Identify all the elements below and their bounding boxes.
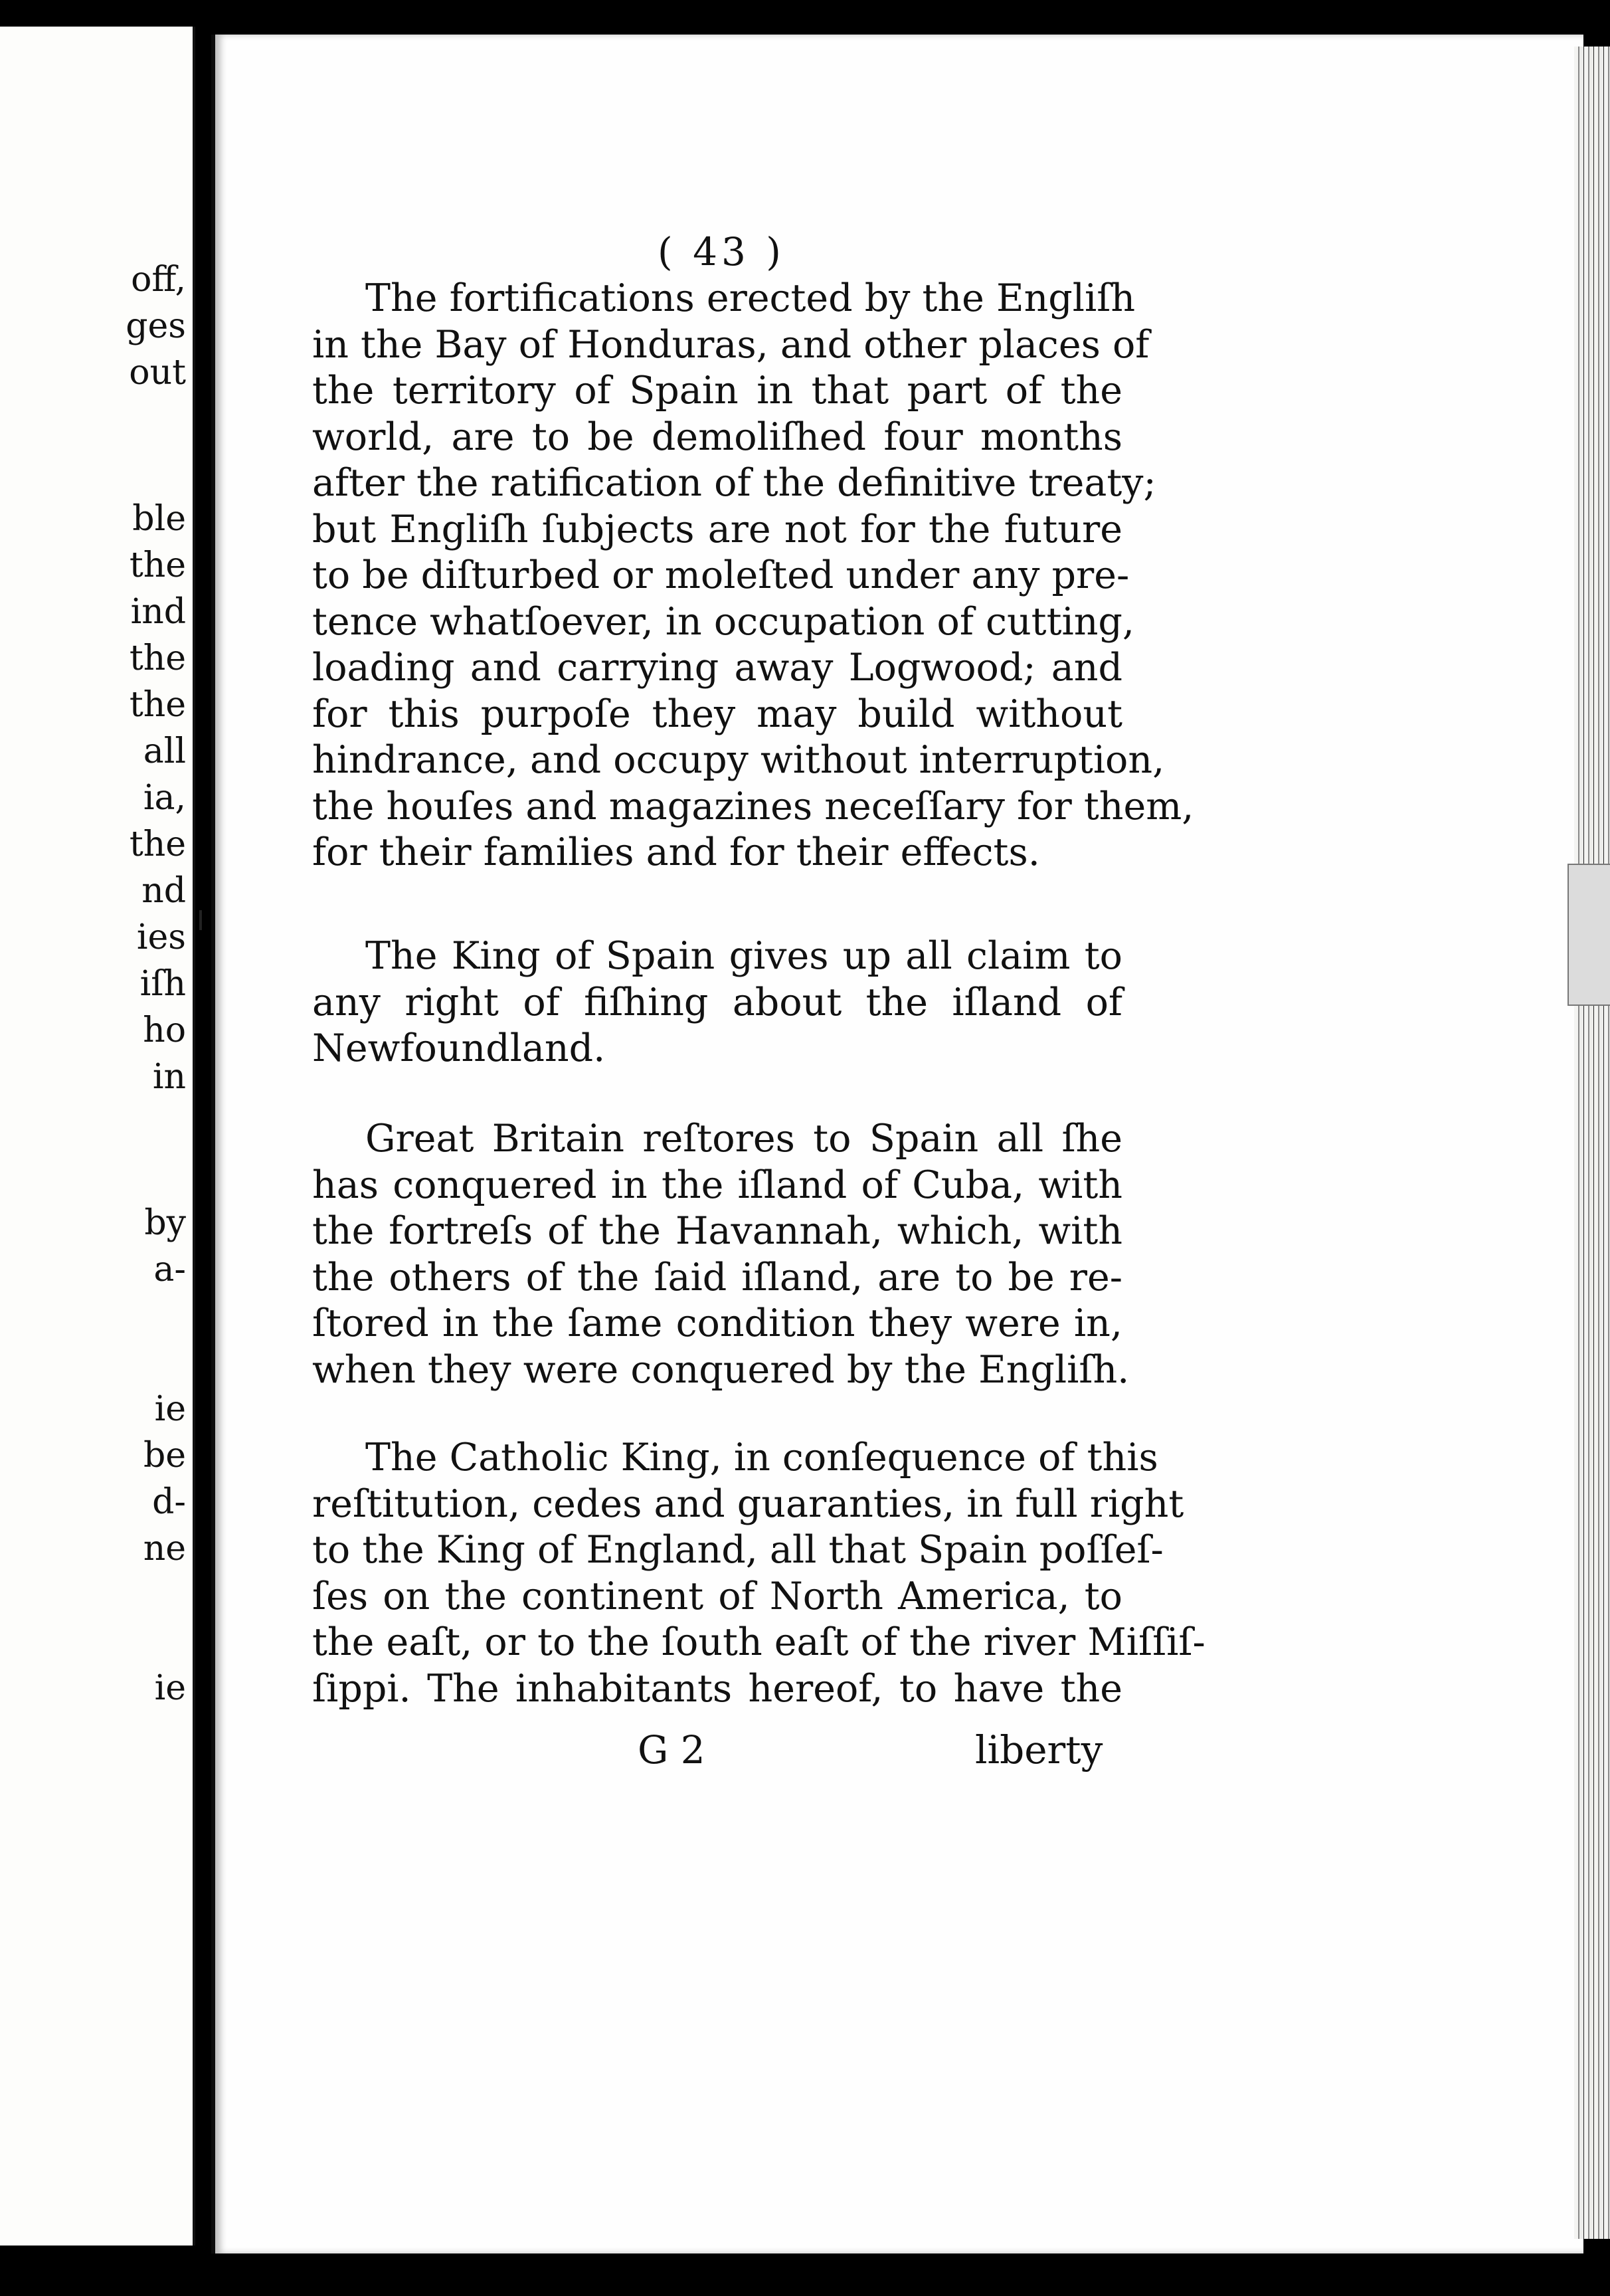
- facing-page-strip: [0, 27, 195, 2246]
- text-line: the houſes and magazines neceſſary for them,: [312, 784, 1194, 828]
- left-page-fragment: the: [129, 638, 186, 678]
- text-line: in the Bay of Honduras, and other places of: [312, 322, 1150, 367]
- text-line: the eaſt, or to the ſouth eaſt of the river Miſſiſ-: [312, 1620, 1206, 1664]
- left-page-fragment: the: [129, 545, 186, 585]
- text-line: The fortifications erected by the Engliſh: [365, 276, 1136, 320]
- left-page-fragment: ia,: [143, 778, 186, 818]
- text-line: Newfoundland.: [312, 1026, 606, 1070]
- left-page-fragment: be: [143, 1436, 186, 1476]
- paragraph-newfoundland: [312, 933, 1122, 1072]
- text-line: ſes on the continent of North America, to: [312, 1574, 1122, 1618]
- left-page-fragment: iſh: [139, 964, 186, 1004]
- catchword: liberty: [975, 1727, 1103, 1772]
- page-number: ( 43 ): [658, 229, 785, 274]
- left-page-fragment: the: [129, 824, 186, 864]
- left-page-fragment: all: [143, 731, 186, 771]
- page-tab: [1567, 864, 1610, 1006]
- left-page-fragment: ie: [154, 1389, 186, 1429]
- text-line: ſtored in the ſame condition they were in,: [312, 1301, 1122, 1345]
- text-line: the fortreſs of the Havannah, which, with: [312, 1209, 1122, 1253]
- text-line: for their families and for their effects.: [312, 830, 1040, 874]
- text-line: The King of Spain gives up all claim to: [365, 934, 1122, 978]
- text-line: tence whatſoever, in occupation of cutting,: [312, 599, 1135, 644]
- left-page-fragment: ble: [132, 499, 186, 539]
- page-edges: [1574, 47, 1610, 2239]
- left-page-fragment: ie: [154, 1668, 186, 1708]
- left-page-fragment: ges: [126, 306, 186, 346]
- text-line: after the ratification of the definitive treaty;: [312, 461, 1156, 505]
- left-page-fragment: nd: [141, 871, 186, 911]
- text-line: ſippi. The inhabitants hereof, to have the: [312, 1666, 1122, 1711]
- text-line: reſtitution, cedes and guaranties, in full right: [312, 1482, 1184, 1526]
- paragraph-fortifications: [312, 276, 1194, 876]
- paragraph-catholic-king: [312, 1435, 1206, 1712]
- left-page-fragment: a-: [153, 1250, 186, 1290]
- text-line: to be diſturbed or moleſted under any pre-: [312, 553, 1130, 597]
- left-page-fragment: ies: [136, 917, 186, 957]
- signature-mark: G 2: [638, 1727, 705, 1772]
- text-line: but Engliſh ſubjects are not for the future: [312, 507, 1122, 551]
- text-line: when they were conquered by the Engliſh.: [312, 1347, 1130, 1392]
- paragraph-cuba: [312, 1116, 1130, 1393]
- text-line: for this purpoſe they may build without: [312, 692, 1122, 736]
- text-line: world, are to be demoliſhed four months: [312, 415, 1122, 459]
- left-page-fragment: out: [129, 353, 186, 393]
- left-page-fragment: off,: [131, 260, 186, 300]
- left-page-fragment: ne: [143, 1529, 186, 1569]
- text-line: hindrance, and occupy without interruption,: [312, 738, 1165, 782]
- left-page-fragment: ind: [130, 592, 186, 632]
- left-page-fragment: d-: [152, 1482, 186, 1522]
- text-line: Great Britain reſtores to Spain all ſhe: [365, 1117, 1122, 1161]
- text-line: the territory of Spain in that part of the: [312, 369, 1122, 413]
- margin-mark: [199, 910, 202, 930]
- left-page-fragment: the: [129, 685, 186, 725]
- text-line: the others of the ſaid iſland, are to be re-: [312, 1255, 1122, 1299]
- text-line: any right of fiſhing about the iſland of: [312, 980, 1122, 1024]
- text-line: loading and carrying away Logwood; and: [312, 646, 1122, 690]
- text-line: has conquered in the iſland of Cuba, with: [312, 1163, 1122, 1207]
- left-page-fragment: by: [144, 1203, 186, 1243]
- text-line: to the King of England, all that Spain poſſeſ-: [312, 1528, 1164, 1572]
- left-page-fragment: ho: [143, 1010, 186, 1050]
- text-line: The Catholic King, in conſequence of this: [365, 1436, 1158, 1480]
- left-page-fragment: in: [152, 1057, 186, 1097]
